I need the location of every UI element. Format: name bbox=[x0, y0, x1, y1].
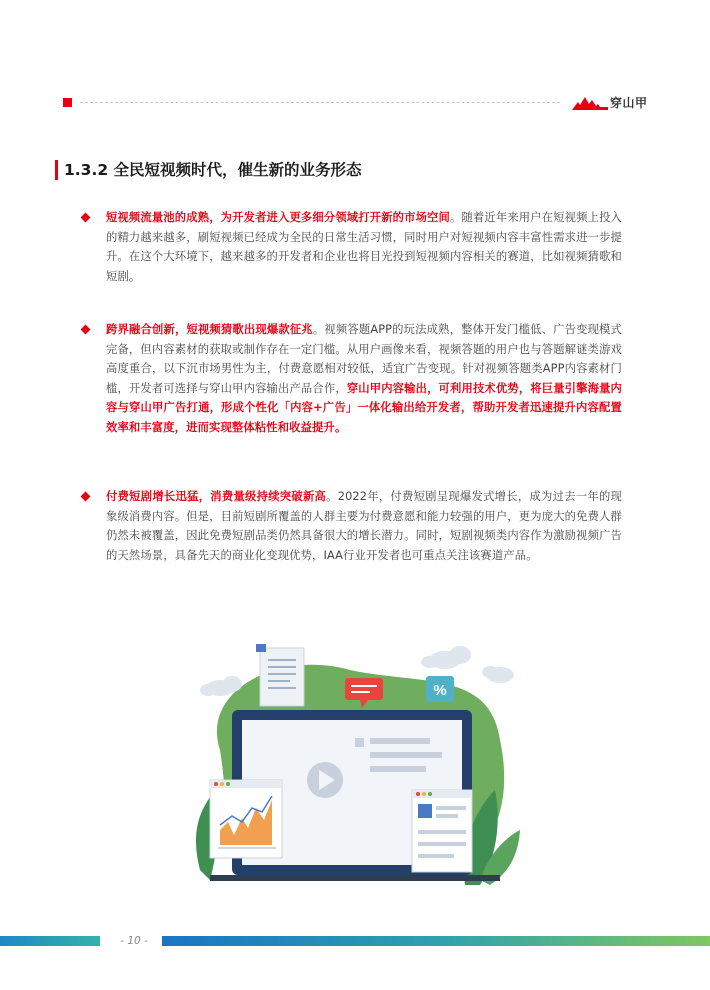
footer-bar-right bbox=[162, 936, 710, 946]
short-video-illustration bbox=[190, 630, 520, 900]
footer-bar-left bbox=[0, 936, 100, 946]
chart-card-icon bbox=[210, 780, 282, 858]
section-title-bar bbox=[55, 160, 58, 180]
bullet-diamond-icon bbox=[81, 325, 91, 335]
section-title: 1.3.2 全民短视频时代，催生新的业务形态 bbox=[64, 161, 362, 179]
bullet-paragraph bbox=[106, 487, 622, 565]
bullet-paragraph bbox=[106, 320, 622, 438]
header-logo bbox=[572, 94, 648, 111]
header-divider bbox=[80, 102, 560, 103]
percent-badge bbox=[426, 676, 454, 702]
page-number: - 10 - bbox=[120, 935, 148, 947]
bullet-item-2 bbox=[82, 320, 622, 438]
list-card-icon bbox=[412, 790, 472, 872]
bullet-paragraph bbox=[106, 208, 622, 286]
bullet-body: 。2022年，付费短剧呈现爆发式增长，成为过去一年的现象级消费内容。但是，目前短剧所覆盖的人群主要为付费意愿和能力较强的用户，更为庞大的免费人群仍然未被覆盖，因此免费短剧品类仍然具备很大的增长潜力。同时，短剧视频类内容作为激励视频广告的天然场景，具备先天的商业化变现优势，IAA行业开发者也可重点关注该赛道产品。 bbox=[106, 490, 622, 562]
bullet-lead: 短视频流量池的成熟，为开发者进入更多细分领域打开新的市场空间 bbox=[106, 211, 450, 224]
cloud-icon bbox=[421, 646, 471, 669]
bullet-highlight: 穿山甲内容输出，可利用技术优势，将巨量引擎海量内容与穿山甲广告打通，形成个性化「内容+广告」一体化输出给开发者，帮助开发者迅速提升内容配置效率和丰富度，进而实现整体粘性和收益提升。 bbox=[106, 381, 622, 434]
bullet-item-3 bbox=[82, 487, 622, 565]
cloud-icon bbox=[482, 666, 514, 683]
bullet-body: 。视频答题APP的玩法成熟，整体开发门槛低、广告变现模式完备，但内容素材的获取或制作存在一定门槛。从用户画像来看，视频答题的用户也与答题解谜类游戏高度重合，以下沉市场男性为主，付费意愿相对较低，适宜广告变现。针对视频答题类APP内容素材门槛，开发者可选择与穿山甲内容输出产品合作， bbox=[106, 323, 622, 395]
header-accent-square bbox=[63, 98, 72, 107]
bullet-diamond-icon bbox=[81, 492, 91, 502]
bullet-lead: 跨界融合创新，短视频猜歌出现爆款征兆 bbox=[106, 323, 313, 336]
bullet-lead: 付费短剧增长迅猛，消费量级持续突破新高 bbox=[106, 490, 327, 503]
bullet-body: 。随着近年来用户在短视频上投入的精力越来越多，刷短视频已经成为全民的日常生活习惯，同时用户对短视频内容丰富性需求进一步提升。在这个大环境下，越来越多的开发者和企业也将目光投到短视频内容相关的赛道，比如视频猜歌和短剧。 bbox=[106, 211, 622, 283]
percent-badge-text: % bbox=[433, 682, 447, 699]
document-icon bbox=[256, 644, 304, 706]
bullet-item-1 bbox=[82, 208, 622, 286]
logo-text: 穿山甲 bbox=[610, 96, 648, 110]
bullet-diamond-icon bbox=[81, 213, 91, 223]
mountain-logo-icon bbox=[572, 96, 608, 110]
